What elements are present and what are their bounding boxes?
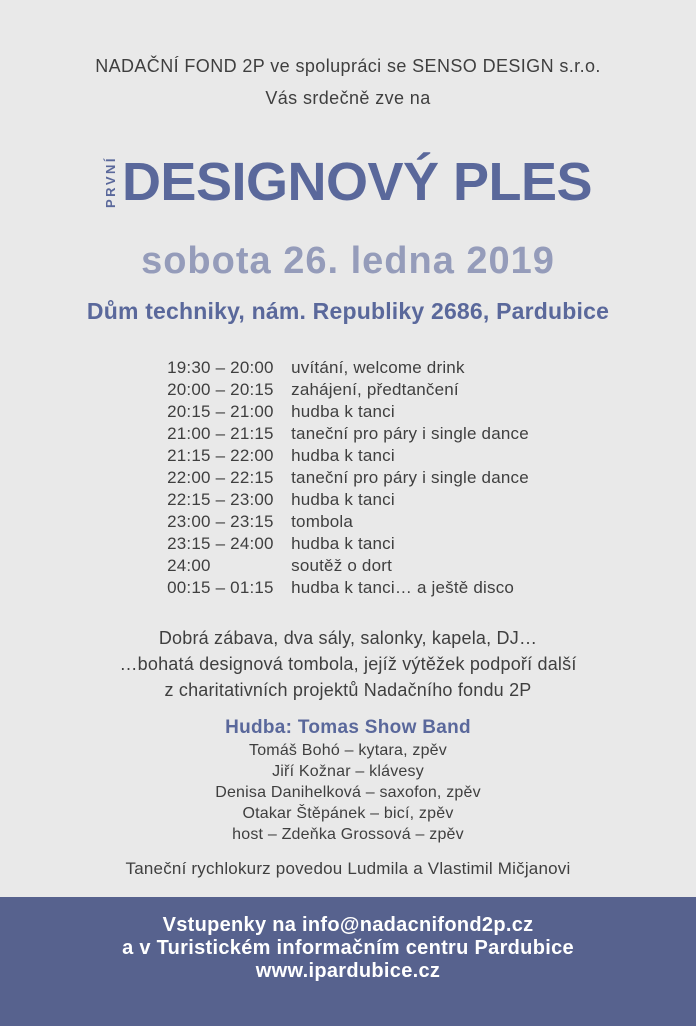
- schedule-row: [167, 379, 529, 401]
- schedule-activity: uvítání, welcome drink: [291, 358, 465, 377]
- schedule-time: 22:15 – 23:00: [167, 490, 274, 509]
- organizer-line: NADAČNÍ FOND 2P ve spolupráci se SENSO DESIGN s.r.o.: [95, 56, 601, 76]
- schedule-activity: hudba k tanci: [291, 490, 395, 509]
- schedule-row: [167, 445, 529, 467]
- band-member: Denisa Danihelková – saxofon, zpěv: [215, 784, 481, 801]
- schedule-activity: hudba k tanci: [291, 446, 395, 465]
- schedule-row: [167, 467, 529, 489]
- invitation-line: Vás srdečně zve na: [265, 88, 431, 108]
- description-line: Dobrá zábava, dva sály, salonky, kapela, DJ…: [158, 628, 538, 648]
- band-heading: Hudba: Tomas Show Band: [225, 717, 471, 738]
- title-prefix-vertical: PRVNÍ: [102, 156, 118, 208]
- schedule-activity: tombola: [291, 512, 354, 531]
- schedule-time: 00:15 – 01:15: [167, 578, 274, 597]
- schedule-time: 22:00 – 22:15: [167, 468, 274, 487]
- event-title-block: [104, 150, 592, 214]
- poster-header: [95, 50, 601, 114]
- schedule-time: 24:00: [167, 556, 211, 575]
- schedule-row: [167, 423, 529, 445]
- event-title: DESIGNOVÝ PLES: [121, 152, 593, 212]
- schedule-time: 20:00 – 20:15: [167, 380, 274, 399]
- event-venue: Dům techniky, nám. Republiky 2686, Pardubice: [86, 298, 610, 324]
- schedule-time: 21:00 – 21:15: [167, 424, 274, 443]
- schedule-time: 23:15 – 24:00: [167, 534, 274, 553]
- schedule-activity: taneční pro páry i single dance: [291, 468, 529, 487]
- footer-email-line: Vstupenky na info@nadacnifond2p.cz: [162, 914, 534, 936]
- band-member: host – Zdeňka Grossová – zpěv: [232, 826, 464, 843]
- schedule-activity: taneční pro páry i single dance: [291, 424, 529, 443]
- schedule-row: [167, 357, 529, 379]
- footer-website-line: www.ipardubice.cz: [255, 960, 441, 982]
- schedule-time: 20:15 – 21:00: [167, 402, 274, 421]
- band-member: Tomáš Bohó – kytara, zpěv: [249, 742, 447, 759]
- footer-ticket-info: [0, 897, 696, 1026]
- event-description: [119, 625, 576, 703]
- dance-course-note: Taneční rychlokurz povedou Ludmila a Vlastimil Mičjanovi: [125, 859, 571, 878]
- schedule-list: [167, 357, 529, 599]
- footer-location-line: a v Turistickém informačním centru Pardubice: [122, 937, 574, 959]
- schedule-time: 23:00 – 23:15: [167, 512, 274, 531]
- schedule-activity: hudba k tanci: [291, 534, 395, 553]
- schedule-row: [167, 401, 529, 423]
- schedule-row: [167, 489, 529, 511]
- schedule-activity: hudba k tanci… a ještě disco: [291, 578, 515, 597]
- schedule-activity: hudba k tanci: [291, 402, 395, 421]
- band-section: [215, 715, 481, 845]
- band-member: Jiří Kožnar – klávesy: [272, 763, 424, 780]
- schedule-time: 19:30 – 20:00: [167, 358, 274, 377]
- schedule-activity: zahájení, předtančení: [291, 380, 459, 399]
- band-member: Otakar Štěpánek – bicí, zpěv: [242, 805, 454, 822]
- schedule-row: [167, 555, 529, 577]
- schedule-row: [167, 533, 529, 555]
- schedule-row: [167, 577, 529, 599]
- description-line: z charitativních projektů Nadačního fondu 2P: [164, 680, 532, 700]
- schedule-row: [167, 511, 529, 533]
- schedule-activity: soutěž o dort: [291, 556, 393, 575]
- schedule-time: 21:15 – 22:00: [167, 446, 274, 465]
- description-line: …bohatá designová tombola, jejíž výtěžek podpoří další: [119, 654, 577, 674]
- event-date: sobota 26. ledna 2019: [141, 240, 555, 282]
